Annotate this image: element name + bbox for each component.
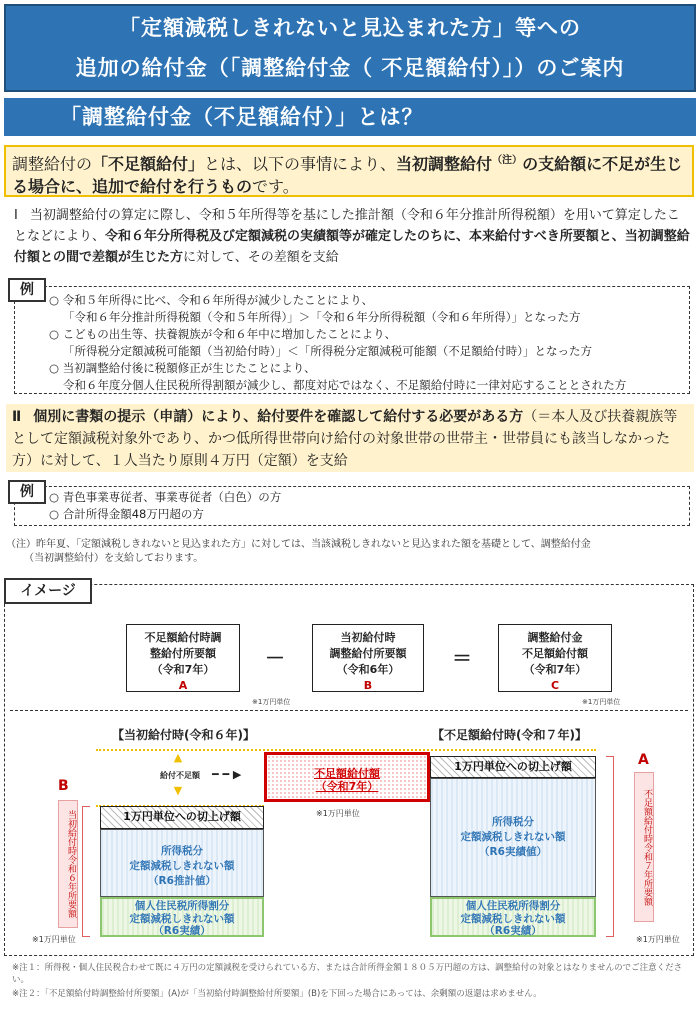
intro-text-4: 当初調整給付 xyxy=(396,154,493,174)
right-side-label: 不足額給付時令和７年所要額 xyxy=(634,772,654,922)
page-header xyxy=(4,4,696,92)
section-1-text-1: 当初調整給付の算定に際し、令和５年所得等を基にした推計額（令和６年分推計所得税額）を用いて算定したことなどにより、 xyxy=(14,208,680,244)
formula-b-letter: B xyxy=(363,679,373,692)
intro-box xyxy=(4,145,694,197)
example-1-item xyxy=(49,326,689,360)
formula-box-c xyxy=(498,624,612,692)
left-round-up-bar: 1万円単位への切上げ額 xyxy=(100,806,264,829)
note-line-2: （当初調整給付）を支給しております。 xyxy=(24,553,204,564)
footnote-1: ※注１：所得税・個人住民税合わせて既に４万円の定額減税を受けられている方、または合計所得金額１８０５万円超の方は、調整給付の対象とはなりませんのでご注意ください。 xyxy=(12,963,683,985)
arrow-right-icon: ━ ━ ▶ xyxy=(212,768,242,781)
left-resident-tax-bar xyxy=(100,897,264,937)
intro-note-mark: （注） xyxy=(492,155,523,166)
left-income-line-1: 所得税分 xyxy=(161,845,203,857)
example-1-item xyxy=(49,292,689,326)
left-column-title: 【当初給付時(令和６年)】 xyxy=(112,728,255,742)
example-1-label: 例 xyxy=(8,278,46,302)
left-income-line-2: 定額減税しきれない額 xyxy=(129,860,235,872)
formula-box-a xyxy=(126,624,240,692)
dotted-guide-top xyxy=(96,749,596,751)
right-income-line-1: 所得税分 xyxy=(492,816,534,828)
formula-c-line-2: 不足額給付額 xyxy=(522,647,588,660)
formula-unit-c: ※1万円単位 xyxy=(582,698,621,706)
formula-a-letter: A xyxy=(178,679,188,692)
section-2-text-1: 個別に書類の提示（申請）により、給付要件を確認して給付する必要がある方 xyxy=(33,409,524,425)
example-1-item-2-a: ○ こどもの出生等、扶養親族が令和６年中に増加したことにより、 xyxy=(49,327,397,341)
example-1-list xyxy=(15,287,689,394)
formula-unit-b: ※1万円単位 xyxy=(252,698,291,706)
deficit-box xyxy=(264,752,430,802)
section-2 xyxy=(6,404,694,472)
formula-a-line-3: （令和7年） xyxy=(151,663,215,676)
formula-a-line-1: 不足額給付時調 xyxy=(144,631,222,644)
right-column-title: 【不足額給付時(令和７年)】 xyxy=(432,728,587,742)
image-divider xyxy=(10,710,688,711)
right-unit: ※1万円単位 xyxy=(636,935,680,944)
right-resident-line-3: （R6実績） xyxy=(484,925,542,937)
example-1-item-1-a: ○ 令和５年所得に比べ、令和６年所得が減少したことにより、 xyxy=(49,293,374,307)
right-income-line-2: 定額減税しきれない額 xyxy=(460,831,566,843)
formula-c-line-1: 調整給付金 xyxy=(527,631,583,644)
arrow-up-down-icon: ▲ ▼ xyxy=(173,751,183,797)
example-2-item: ○ 合計所得金額48万円超の方 xyxy=(49,507,204,521)
header-line-2: 追加の給付金（「調整給付金（ 不足額給付）」）のご案内 xyxy=(75,56,625,80)
formula-a-line-2: 整給付所要額 xyxy=(150,647,216,660)
left-resident-line-3: （R6実績） xyxy=(153,925,211,937)
example-2-box xyxy=(14,486,690,526)
intro-text-1: 調整給付の xyxy=(12,154,93,174)
left-income-line-3: （R6推計値） xyxy=(148,875,216,887)
section-title: 「調整給付金（不足額給付）」とは？ xyxy=(4,98,696,136)
example-1-item-3-a: ○ 当初調整給付後に税額修正が生じたことにより、 xyxy=(49,361,316,375)
section-1 xyxy=(14,205,690,268)
example-1-item-1-b: 「令和６年分推計所得税額（令和５年所得）」＞「令和６年分所得税額（令和６年所得）」となった方 xyxy=(63,310,581,324)
right-resident-line-1: 個人住民税所得割分 xyxy=(465,900,561,912)
section-1-text-2: 令和６年分所得税及び定額減税の実績額等が確定したのちに、本来給付すべき所要額と、当初調整給付額との間で差額が生じた方 xyxy=(14,229,690,265)
formula-c-letter: C xyxy=(550,679,560,692)
right-resident-tax-bar xyxy=(430,897,596,937)
deficit-line-2: （令和7年） xyxy=(315,780,379,793)
minus-sign: － xyxy=(265,646,285,670)
note xyxy=(6,538,694,566)
example-1-item-2-b: 「所得税分定額減税可能額（当初給付時）」＜「所得税分定額減税可能額（不足額給付時）」となった方 xyxy=(63,344,592,358)
intro-text-7: です。 xyxy=(252,177,299,197)
footnotes xyxy=(12,962,692,1000)
deficit-unit: ※1万円単位 xyxy=(316,809,360,818)
example-2-list xyxy=(15,487,689,523)
example-1-item-3-b: 令和６年度分個人住民税所得割額が減少し、都度対応ではなく、不足額給付時に一律対応することとされた方 xyxy=(63,378,627,392)
example-1-box xyxy=(14,286,690,394)
right-brace xyxy=(606,756,614,937)
left-resident-line-2: 定額減税しきれない額 xyxy=(129,912,235,925)
formula-c-line-3: （令和7年） xyxy=(523,663,587,676)
right-resident-line-2: 定額減税しきれない額 xyxy=(460,912,566,925)
section-2-number: Ⅱ xyxy=(12,409,22,425)
left-letter-b: B xyxy=(58,778,69,794)
image-label: イメージ xyxy=(4,578,92,604)
header-line-1: 「定額減税しきれないと見込まれた方」等への xyxy=(119,16,581,40)
right-income-tax-bar xyxy=(430,778,596,897)
example-2-item: ○ 青色事業専従者、事業専従者（白色）の方 xyxy=(49,490,282,504)
formula-b-line-1: 当初給付時 xyxy=(340,631,396,644)
left-income-tax-bar xyxy=(100,829,264,897)
left-resident-line-1: 個人住民税所得割分 xyxy=(134,900,230,912)
intro-text-3: とは、以下の事情により、 xyxy=(204,154,397,174)
section-1-text-3: に対して、その差額を支給 xyxy=(183,250,339,265)
deficit-line-1: 不足額給付額 xyxy=(314,767,380,780)
intro-text-6: の支給額に不足が生じる場合に、追加で給付を行うもの xyxy=(12,154,683,197)
formula-b-line-2: 調整給付所要額 xyxy=(329,647,407,660)
section-1-number: Ⅰ xyxy=(14,208,18,223)
example-1-item xyxy=(49,360,689,394)
formula-box-b xyxy=(312,624,424,692)
section-2-text-2: （＝本人及び扶養親族等として定額減税対象外であり、かつ低所得世帯向け給付の対象世帯の世帯主・世帯員にも該当しなかった方）に対して、１人当たり原則４万円（定額）を支給 xyxy=(12,409,678,469)
shortfall-label: 給付不足額 xyxy=(160,771,200,780)
right-income-line-3: （R6実績値） xyxy=(479,846,547,858)
footnote-2: ※注２：「不足額給付時調整給付所要額」(A)が「当初給付時調整給付所要額」(B)を下回った場合にあっては、余剰額の返還は求めません。 xyxy=(12,989,542,999)
left-unit: ※1万円単位 xyxy=(32,935,76,944)
right-round-up-bar: 1万円単位への切上げ額 xyxy=(430,756,596,778)
note-line-1: （注）昨年夏、「定額減税しきれないと見込まれた方」に対しては、当該減税しきれないと見込まれた額を基礎として、調整給付金 xyxy=(6,539,591,550)
example-2-label: 例 xyxy=(8,480,46,504)
left-side-label: 当初給付時令和６年所要額 xyxy=(58,800,78,928)
left-brace xyxy=(82,806,90,937)
equals-sign: ＝ xyxy=(452,646,472,670)
right-letter-a: A xyxy=(638,752,649,768)
intro-text-2: 「不足額給付」 xyxy=(92,154,205,174)
formula-b-line-3: （令和6年） xyxy=(336,663,400,676)
